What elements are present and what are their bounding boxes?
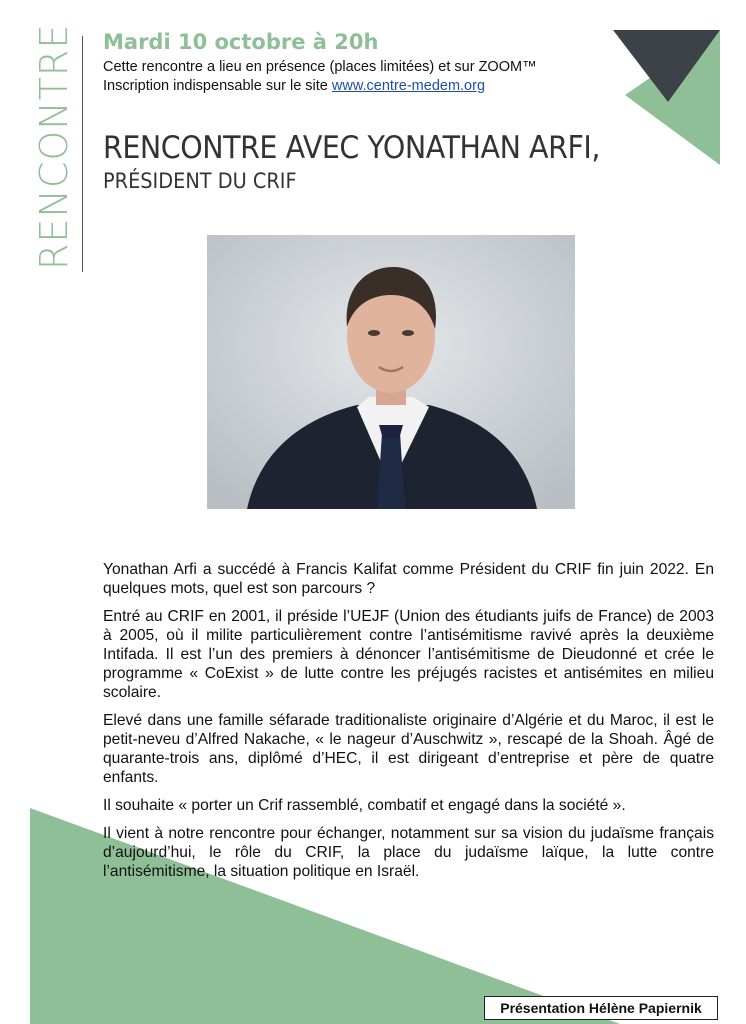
article-body [103, 560, 714, 890]
event-info [103, 58, 537, 96]
registration-text: Inscription indispensable sur le site [103, 78, 332, 94]
registration-line [103, 77, 537, 96]
paragraph-career: Entré au CRIF en 2001, il préside l’UEJF (Union des étudiants juifs de France) de 2003 à 2005, où il milite particulièrement contre l’antisémitisme ravivé après la deuxième Intifada. Il est l’un des premiers à dénoncer l’antisémitisme de Dieudonné et crée le programme « CoExist » de lutte contre les préjugés racistes et antisémites en milieu scolaire. [103, 608, 714, 701]
paragraph-topics: Il vient à notre rencontre pour échanger, notamment sur sa vision du judaïsme français d’aujourd’hui, le rôle du CRIF, la place du judaïsme laïque, la lutte contre l’antisémitisme, la situation politique en Israël. [103, 825, 714, 880]
paragraph-intro: Yonathan Arfi a succédé à Francis Kalifat comme Président du CRIF fin juin 2022. En quelques mots, quel est son parcours ? [103, 561, 714, 597]
event-date: Mardi 10 octobre à 20h [103, 30, 379, 54]
page-title: RENCONTRE AVEC YONATHAN ARFI, [103, 130, 600, 166]
presenter-credit: Présentation Hélène Papiernik [484, 996, 718, 1020]
website-link[interactable]: www.centre-medem.org [331, 78, 486, 94]
side-label-rencontre: RENCONTRE [32, 23, 76, 270]
page-subtitle: PRÉSIDENT DU CRIF [103, 169, 297, 193]
portrait-photo [207, 235, 575, 509]
event-format-line: Cette rencontre a lieu en présence (places limitées) et sur ZOOM™ [103, 59, 537, 75]
paragraph-background: Elevé dans une famille séfarade traditionaliste originaire d’Algérie et du Maroc, il est le petit-neveu d’Alfred Nakache, « le nageur d’Auschwitz », rescapé de la Shoah. Âgé de quarante-trois ans, diplômé d’HEC, il est dirigeant d’entreprise et père de quatre enfants. [103, 712, 714, 786]
paragraph-quote: Il souhaite « porter un Crif rassemblé, combatif et engagé dans la société ». [103, 797, 626, 814]
side-divider [82, 36, 83, 272]
